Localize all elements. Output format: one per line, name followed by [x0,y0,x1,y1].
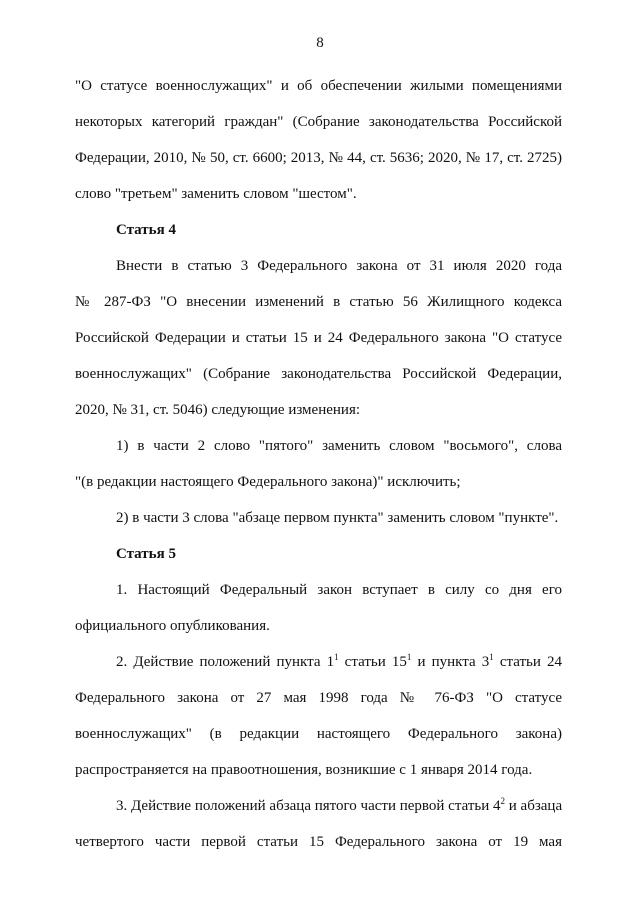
text-line: военнослужащих" (в редакции настоящего Федерального закона) [75,726,562,742]
superscript: 2 [500,796,506,806]
text-line: 1. Настоящий Федеральный закон вступает в силу со дня его [116,582,562,598]
text-run: и пункта 3 [411,654,490,670]
text-run: статьи 15 [338,654,407,670]
text-line: "(в редакции настоящего Федерального закона)" исключить; [75,474,461,490]
page-number: 8 [316,35,324,51]
superscript: 1 [489,652,494,662]
text-line: четвертого части первой статьи 15 Федерального закона от 19 мая [75,834,562,850]
text-line: Федерации, 2010, № 50, ст. 6600; 2013, № 44, ст. 5636; 2020, № 17, ст. 2725) [75,150,562,166]
text-run: статьи 24 [493,654,563,670]
article-heading: Статья 5 [116,546,176,562]
text-line: слово "третьем" заменить словом "шестом". [75,186,357,202]
text-run: и абзаца [505,798,563,814]
article-heading: Статья 4 [116,222,176,238]
text-line: № 287-ФЗ "О внесении изменений в статью 56 Жилищного кодекса [75,294,562,310]
text-run: 2. Действие положений пункта 1 [116,654,335,670]
text-line: 2020, № 31, ст. 5046) следующие изменения: [75,402,361,418]
text-line: Российской Федерации и статьи 15 и 24 Федерального закона "О статусе [75,330,562,346]
text-line [116,652,562,672]
text-line: 2) в части 3 слова "абзаце первом пункта" заменить словом "пункте". [116,510,559,526]
text-line: официального опубликования. [75,618,270,634]
text-line: Внести в статью 3 Федерального закона от 31 июля 2020 года [116,258,562,274]
superscript: 1 [406,652,412,662]
text-line: "О статусе военнослужащих" и об обеспечении жилыми помещениями [75,78,562,94]
text-line: распространяется на правоотношения, возникшие с 1 января 2014 года. [75,762,533,778]
text-line: военнослужащих" (Собрание законодательства Российской Федерации, [75,366,562,382]
superscript: 1 [334,652,339,662]
text-line: Федерального закона от 27 мая 1998 года № 76-ФЗ "О статусе [75,690,562,706]
text-line [116,796,562,816]
text-run: 3. Действие положений абзаца пятого части первой статьи 4 [116,798,501,814]
text-line: некоторых категорий граждан" (Собрание законодательства Российской [75,114,562,130]
text-line: 1) в части 2 слово "пятого" заменить словом "восьмого", слова [116,438,562,454]
